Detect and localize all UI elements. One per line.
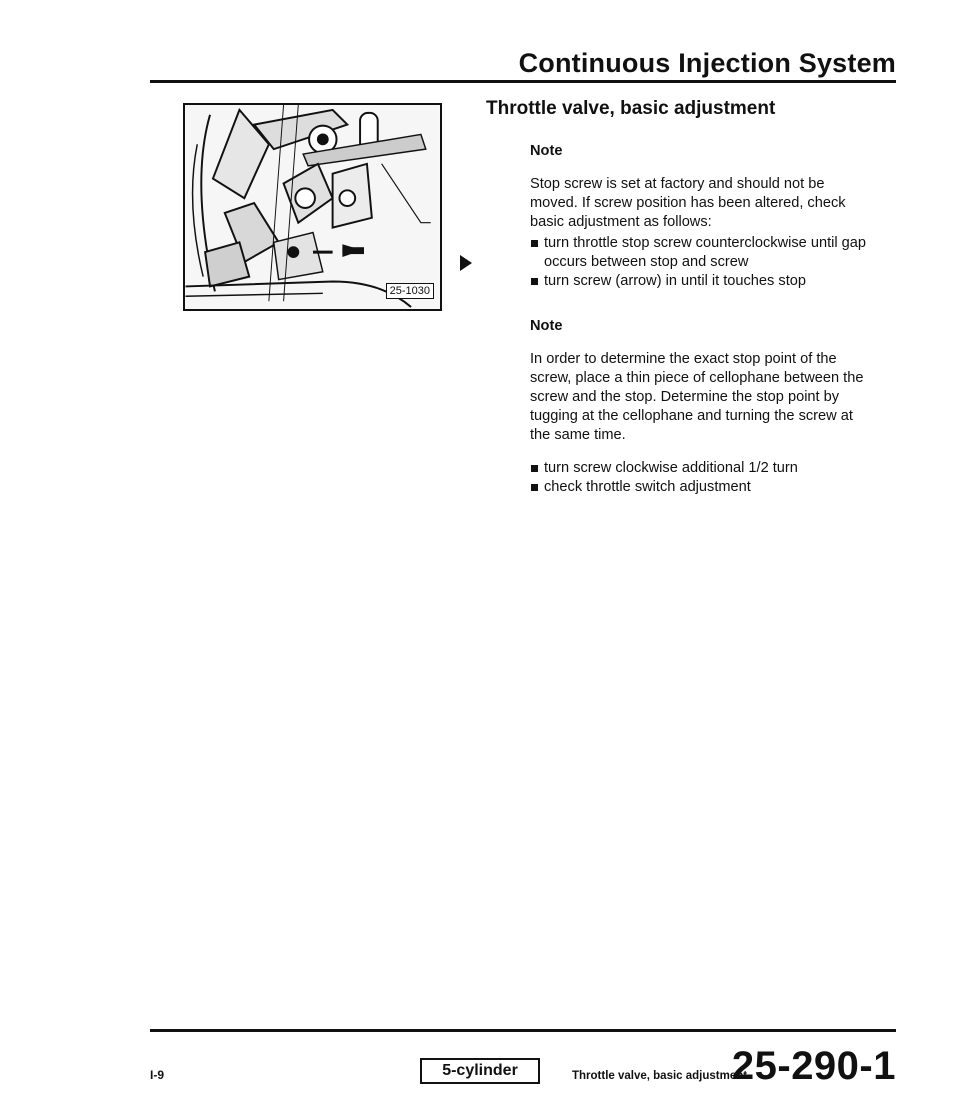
page-header-title: Continuous Injection System — [518, 48, 896, 78]
content-column — [486, 98, 876, 497]
section-body — [530, 142, 876, 497]
list-item: check throttle switch adjustment — [530, 478, 876, 497]
variant-badge: 5-cylinder — [420, 1058, 540, 1084]
list-item: turn throttle stop screw counterclockwise until gap occurs between stop and screw — [530, 234, 876, 272]
figure-id-label: 25-1030 — [386, 283, 434, 299]
throttle-valve-illustration — [185, 105, 440, 309]
note-label: Note — [530, 318, 563, 334]
procedure-list — [530, 459, 876, 497]
header-divider — [150, 80, 896, 83]
page-number: 25-290-1 — [731, 1044, 896, 1088]
footer-caption: Throttle valve, basic adjustment — [572, 1070, 748, 1082]
note-label: Note — [530, 143, 563, 159]
section-title: Throttle valve, basic adjustment — [486, 98, 776, 119]
figure-pointer-arrow-icon — [460, 255, 472, 271]
throttle-valve-figure — [183, 103, 442, 311]
note-paragraph: Stop screw is set at factory and should not be moved. If screw position has been altered, check basic adjustment as follows: — [530, 176, 846, 230]
note-paragraph: In order to determine the exact stop point of the screw, place a thin piece of cellophane between the screw and the stop. Determine the stop point by tugging at the cellophane and turning the screw at the same time. — [530, 351, 864, 443]
footer-divider — [150, 1029, 896, 1032]
page-reference: I-9 — [150, 1068, 165, 1082]
list-item: turn screw clockwise additional 1/2 turn — [530, 459, 876, 478]
procedure-list — [530, 234, 876, 291]
list-item: turn screw (arrow) in until it touches stop — [530, 272, 876, 291]
